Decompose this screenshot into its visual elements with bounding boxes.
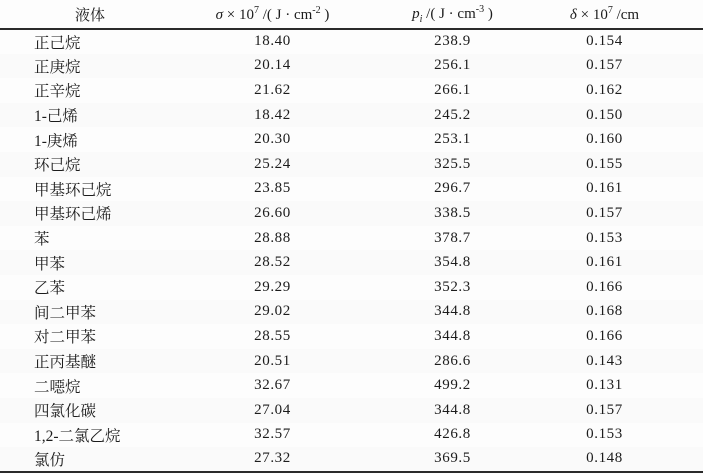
delta-value-cell: 0.168: [586, 303, 623, 320]
header-row: [0, 0, 703, 29]
sigma-value-cell: 28.52: [254, 254, 291, 271]
table-row: [0, 300, 703, 325]
sigma-value-cell: 21.62: [254, 81, 291, 98]
sigma-value-cell: 27.04: [254, 401, 291, 418]
table-row: [0, 152, 703, 177]
delta-value-cell: 0.148: [540, 447, 703, 472]
delta-value-cell: 0.157: [586, 401, 623, 418]
delta-value-cell: 0.160: [586, 131, 623, 148]
liquid-name-cell: 乙苯: [34, 280, 66, 298]
delta-value-cell: 0.150: [586, 106, 623, 123]
delta-value-cell: 0.157: [586, 204, 623, 221]
delta-value-cell: 0.153: [586, 426, 623, 443]
table-row: [0, 324, 703, 349]
liquid-name-cell: 间二甲苯: [34, 304, 97, 322]
pi-value-cell: 378.7: [434, 229, 471, 246]
pi-value-cell: 286.6: [434, 352, 471, 369]
table-row: [0, 250, 703, 275]
pi-value-cell: 253.1: [434, 131, 471, 148]
col-header-liquid: 液体: [0, 0, 180, 29]
pi-value-cell: 369.5: [365, 447, 540, 472]
pi-value-cell: 296.7: [434, 180, 471, 197]
pi-value-cell: 338.5: [434, 204, 471, 221]
table-row: [0, 201, 703, 226]
sigma-exponent: 7: [253, 4, 259, 16]
pi-value-cell: 352.3: [434, 278, 471, 295]
delta-times-ten: × 10: [576, 6, 608, 23]
pi-value-cell: 344.8: [434, 327, 471, 344]
pi-symbol: p: [412, 5, 420, 22]
pi-subscript: i: [419, 13, 423, 25]
table-row: [0, 29, 703, 54]
liquid-name-cell: 正己烷: [34, 34, 81, 52]
pi-unit-exponent: -3: [475, 3, 485, 15]
sigma-value-cell: 28.55: [254, 327, 291, 344]
liquid-name-cell: 四氯化碳: [34, 403, 97, 421]
delta-value-cell: 0.161: [586, 180, 623, 197]
col-header-pi: [365, 0, 540, 29]
delta-value-cell: 0.154: [586, 33, 623, 50]
pi-value-cell: 499.2: [434, 377, 471, 394]
table-row: [0, 103, 703, 128]
liquid-name-cell: 对二甲苯: [34, 329, 97, 347]
table-row: [0, 78, 703, 103]
delta-value-cell: 0.143: [586, 352, 623, 369]
sigma-value-cell: 32.57: [254, 426, 291, 443]
sigma-value-cell: 18.42: [254, 106, 291, 123]
table-row: [0, 349, 703, 374]
liquid-name-cell: 1,2-二氯乙烷: [34, 427, 121, 445]
liquid-name-cell: 正庚烷: [34, 58, 81, 76]
sigma-value-cell: 20.30: [254, 131, 291, 148]
delta-value-cell: 0.161: [586, 254, 623, 271]
liquid-name-cell: 正辛烷: [34, 83, 81, 101]
sigma-value-cell: 32.67: [254, 377, 291, 394]
pi-unit-close: ): [484, 5, 493, 22]
sigma-symbol: σ: [215, 6, 223, 23]
sigma-value-cell: 29.02: [254, 303, 291, 320]
pi-value-cell: 354.8: [434, 254, 471, 271]
table-row: [0, 373, 703, 398]
table-row: [0, 226, 703, 251]
pi-value-cell: 344.8: [434, 303, 471, 320]
sigma-value-cell: 20.51: [254, 352, 291, 369]
liquid-name-cell: 环己烷: [34, 157, 81, 175]
liquid-name-cell: 正丙基醚: [34, 354, 97, 372]
delta-value-cell: 0.153: [586, 229, 623, 246]
delta-value-cell: 0.166: [586, 278, 623, 295]
delta-value-cell: 0.157: [586, 57, 623, 74]
liquid-name-cell: 二噁烷: [34, 378, 81, 396]
pi-value-cell: 238.9: [434, 33, 471, 50]
liquid-name-cell: 甲基环己烷: [34, 181, 112, 199]
liquid-name-cell: 氯仿: [0, 447, 180, 472]
table-row: [0, 127, 703, 152]
pi-value-cell: 256.1: [434, 57, 471, 74]
sigma-value-cell: 20.14: [254, 57, 291, 74]
pi-value-cell: 325.5: [434, 155, 471, 172]
sigma-value-cell: 23.85: [254, 180, 291, 197]
col-header-delta: [540, 0, 703, 29]
liquid-name-cell: 甲基环己烯: [34, 206, 112, 224]
sigma-value-cell: 25.24: [254, 155, 291, 172]
sigma-value-cell: 27.32: [180, 447, 365, 472]
delta-value-cell: 0.162: [586, 81, 623, 98]
table-row: [0, 177, 703, 202]
sigma-times-ten: × 10: [223, 6, 254, 23]
sigma-value-cell: 26.60: [254, 204, 291, 221]
table-row: [0, 447, 703, 472]
table-body: [0, 29, 703, 472]
delta-exponent: 7: [607, 4, 613, 16]
sigma-value-cell: 29.29: [254, 278, 291, 295]
pi-unit: /( J · cm: [422, 5, 476, 22]
liquid-name-cell: 甲苯: [34, 255, 66, 273]
sigma-value-cell: 18.40: [254, 33, 291, 50]
col-header-sigma: [180, 0, 365, 29]
table-row: [0, 275, 703, 300]
table-row: [0, 423, 703, 448]
sigma-unit: /( J · cm: [258, 6, 313, 23]
pi-value-cell: 245.2: [434, 106, 471, 123]
table-row: [0, 398, 703, 423]
liquid-name-cell: 苯: [34, 231, 50, 249]
pi-value-cell: 266.1: [434, 81, 471, 98]
delta-value-cell: 0.155: [586, 155, 623, 172]
sigma-unit-exponent: -2: [312, 4, 321, 16]
pi-value-cell: 344.8: [434, 401, 471, 418]
sigma-unit-close: ): [320, 6, 330, 23]
delta-value-cell: 0.131: [586, 377, 623, 394]
delta-value-cell: 0.166: [586, 327, 623, 344]
delta-symbol: δ: [569, 6, 577, 23]
pi-value-cell: 426.8: [434, 426, 471, 443]
table-row: [0, 54, 703, 79]
liquid-name-cell: 1-己烯: [34, 108, 78, 126]
delta-unit: /cm: [612, 6, 640, 23]
table-header: [0, 0, 703, 29]
sigma-value-cell: 28.88: [254, 229, 291, 246]
liquid-name-cell: 1-庚烯: [34, 132, 78, 150]
